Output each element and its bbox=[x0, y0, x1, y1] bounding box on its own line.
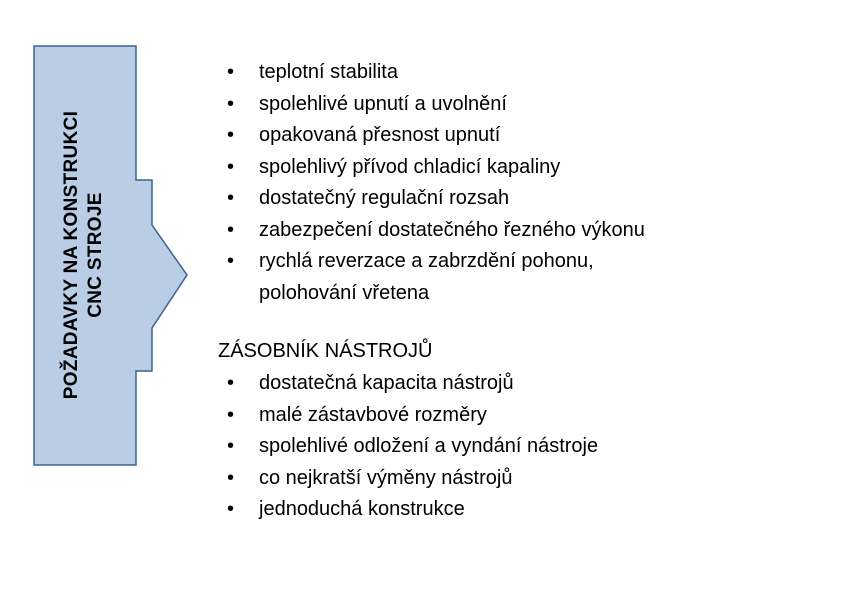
list-item-text: opakovaná přesnost upnutí bbox=[259, 124, 501, 146]
bullet: • bbox=[227, 155, 235, 178]
list-item bbox=[0, 89, 645, 121]
list-item-text: dostatečná kapacita nástrojů bbox=[259, 372, 514, 394]
bullet: • bbox=[227, 124, 235, 146]
list-item-text: spolehlivé upnutí a uvolnění bbox=[259, 92, 507, 115]
tool-magazine-heading: ZÁSOBNÍK NÁSTROJŮ bbox=[218, 340, 433, 362]
arrow-label-line-1: POŽADAVKY NA KONSTRUKCI bbox=[61, 110, 82, 400]
bullet: • bbox=[227, 187, 235, 209]
list-item bbox=[0, 368, 598, 400]
bullet: • bbox=[227, 92, 235, 115]
list-item-continuation: polohování vřetena bbox=[259, 281, 430, 304]
list-item bbox=[0, 246, 645, 309]
list-item bbox=[0, 431, 598, 463]
list-item-text: rychlá reverzace a zabrzdění pohonu, bbox=[259, 250, 594, 272]
list-item-text: malé zástavbové rozměry bbox=[259, 403, 487, 426]
list-item-text: zabezpečení dostatečného řezného výkonu bbox=[259, 218, 645, 241]
list-item bbox=[0, 152, 645, 184]
arrow-label-line-2: CNC STROJE bbox=[85, 192, 106, 318]
list-item bbox=[0, 57, 645, 89]
spindle-requirements-list bbox=[0, 57, 645, 309]
list-item bbox=[0, 494, 598, 526]
list-item bbox=[0, 463, 598, 495]
list-item bbox=[0, 183, 645, 215]
list-item-text: dostatečný regulační rozsah bbox=[259, 187, 510, 209]
list-item bbox=[0, 400, 598, 432]
list-item-text: spolehlivý přívod chladicí kapaliny bbox=[259, 155, 561, 178]
bullet: • bbox=[227, 403, 235, 426]
bullet: • bbox=[227, 498, 235, 520]
bullet: • bbox=[227, 218, 235, 241]
list-item-text: teplotní stabilita bbox=[259, 61, 398, 83]
list-item bbox=[0, 215, 645, 247]
bullet: • bbox=[227, 466, 235, 489]
list-item-text: jednoduchá konstrukce bbox=[259, 498, 465, 520]
bullet: • bbox=[227, 435, 235, 457]
list-item-text: spolehlivé odložení a vyndání nástroje bbox=[259, 435, 599, 457]
list-item-text: co nejkratší výměny nástrojů bbox=[259, 466, 513, 489]
bullet: • bbox=[227, 250, 235, 272]
bullet: • bbox=[227, 372, 235, 394]
list-item bbox=[0, 120, 645, 152]
tool-magazine-list bbox=[0, 368, 598, 526]
bullet: • bbox=[227, 61, 235, 83]
